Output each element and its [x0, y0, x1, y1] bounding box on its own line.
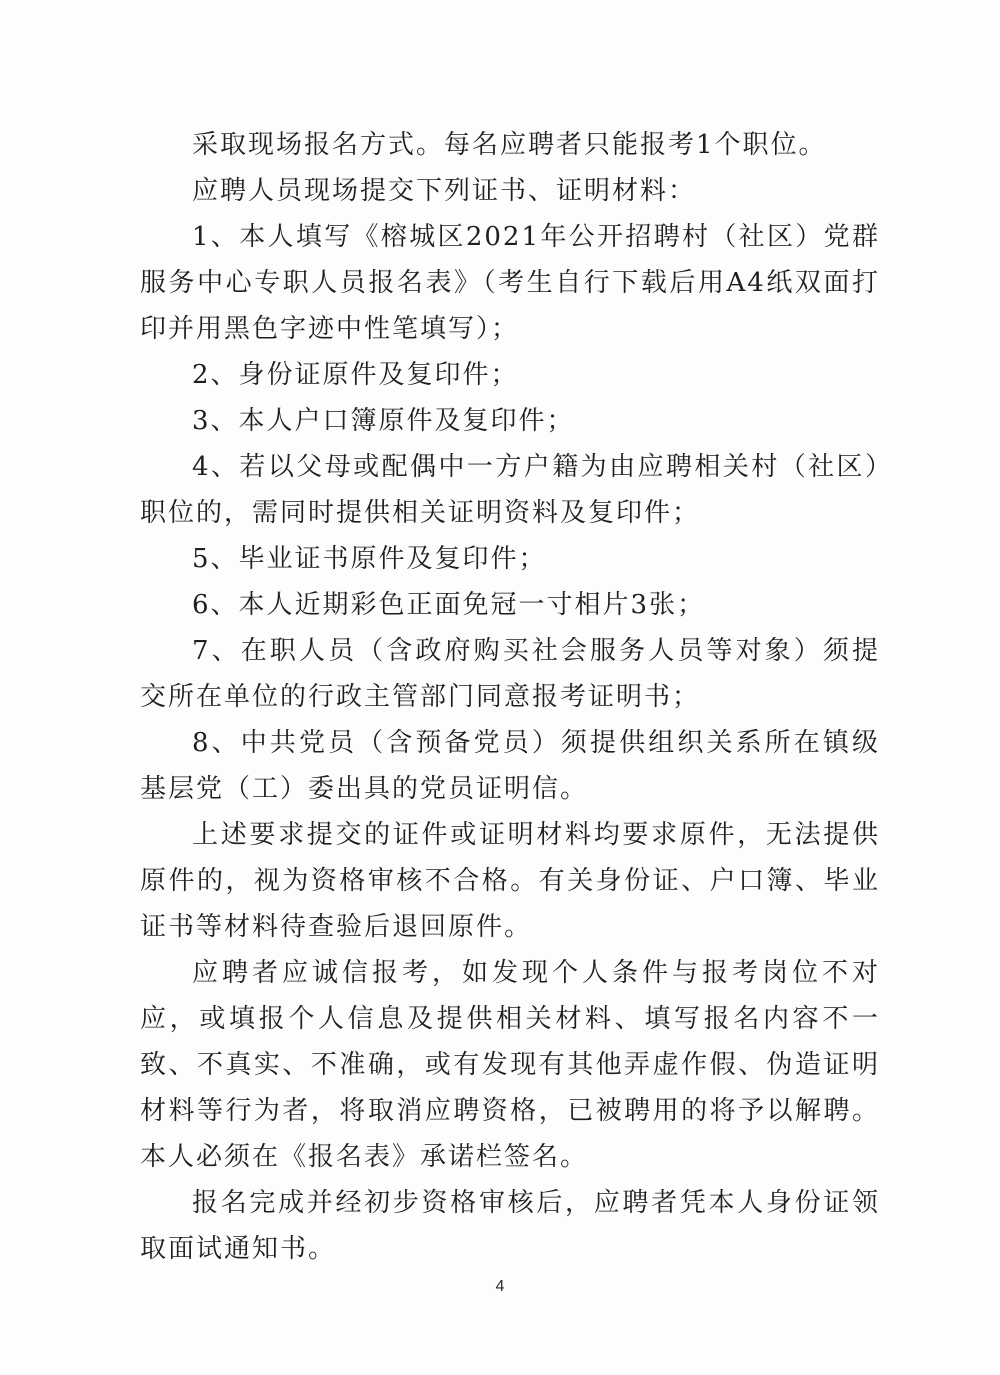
paragraph-item-5: 5、毕业证书原件及复印件；: [192, 544, 547, 574]
paragraph-item-8: 8、中共党员（含预备党员）须提供组织关系所在镇级基层党（工）委出具的党员证明信。: [140, 728, 880, 804]
paragraph-item-2: 2、身份证原件及复印件；: [192, 360, 519, 390]
paragraph-materials-intro: 应聘人员现场提交下列证书、证明材料：: [192, 176, 697, 206]
document-body: [140, 122, 880, 1272]
paragraph-originals-required: 上述要求提交的证件或证明材料均要求原件，无法提供原件的，视为资格审核不合格。有关身份证、户口簿、毕业证书等材料待查验后退回原件。: [140, 820, 880, 942]
page-number: 4: [495, 1278, 505, 1295]
paragraph-item-7: 7、在职人员（含政府购买社会服务人员等对象）须提交所在单位的行政主管部门同意报考证明书；: [140, 636, 880, 712]
paragraph-item-3: 3、本人户口簿原件及复印件；: [192, 406, 575, 436]
paragraph-item-4: 4、若以父母或配偶中一方户籍为由应聘相关村（社区）职位的，需同时提供相关证明资料及复印件；: [140, 452, 880, 528]
paragraph-item-1: 1、本人填写《榕城区2021年公开招聘村（社区）党群服务中心专职人员报名表》（考生自行下载后用A4纸双面打印并用黑色字迹中性笔填写）；: [140, 222, 880, 344]
paragraph-interview-notice: 报名完成并经初步资格审核后，应聘者凭本人身份证领取面试通知书。: [140, 1188, 880, 1264]
paragraph-registration-method: 采取现场报名方式。每名应聘者只能报考1个职位。: [192, 130, 827, 160]
paragraph-item-6: 6、本人近期彩色正面免冠一寸相片3张；: [192, 590, 706, 620]
paragraph-integrity: 应聘者应诚信报考，如发现个人条件与报考岗位不对应，或填报个人信息及提供相关材料、填写报名内容不一致、不真实、不准确，或有发现有其他弄虚作假、伪造证明材料等行为者，将取消应聘资格，已被聘用的将予以解聘。本人必须在《报名表》承诺栏签名。: [140, 958, 880, 1172]
